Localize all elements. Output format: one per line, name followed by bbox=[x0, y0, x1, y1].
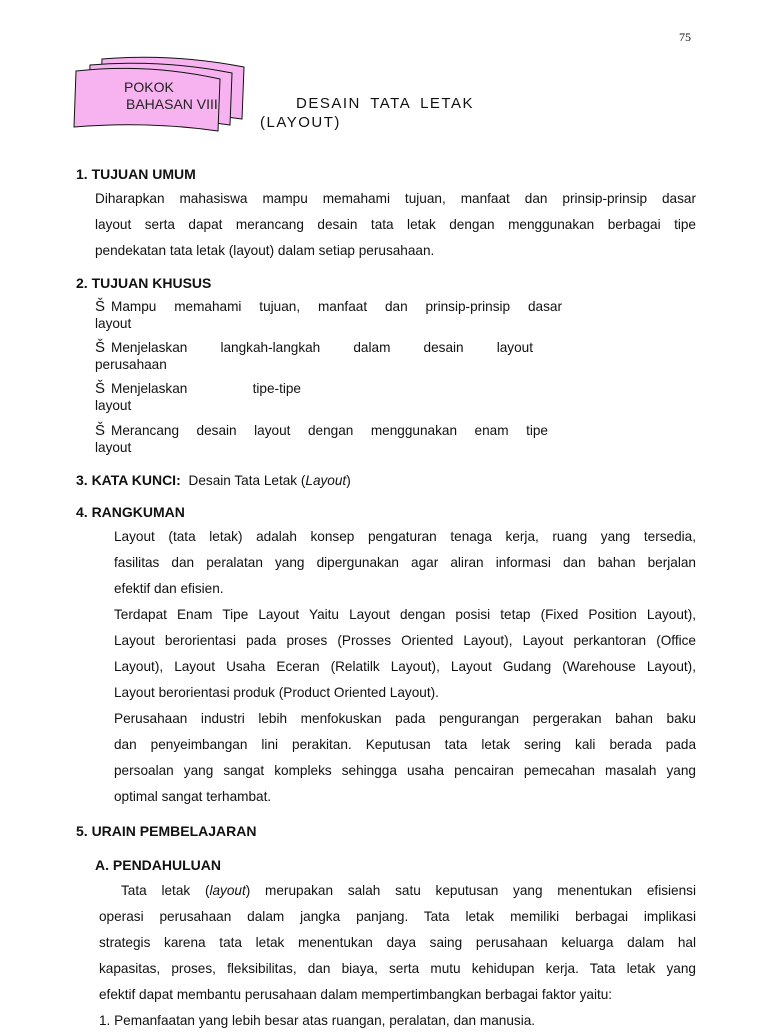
italic-run: layout bbox=[209, 883, 246, 898]
badge-line-2: BAHASAN VIII bbox=[126, 96, 218, 112]
tujuan-khusus-item bbox=[95, 298, 562, 332]
paragraph-line: pendekatan tata letak (layout) dalam setiap perusahaan. bbox=[95, 243, 435, 258]
paragraph-line: Layout berorientasi produk (Product Oriented Layout). bbox=[114, 685, 439, 700]
tujuan-khusus-item bbox=[95, 380, 301, 414]
paragraph-line: optimal sangat terhambat. bbox=[114, 789, 272, 804]
paragraph-line: strategis karena tata letak menentukan daya saing perusahaan keluarga dalam hal bbox=[99, 935, 696, 950]
bullet-icon: Š bbox=[95, 422, 106, 439]
paragraph-line: Diharapkan mahasiswa mampu memahami tujuan, manfaat dan prinsip-prinsip dasar bbox=[95, 191, 696, 206]
heading-kata-kunci: 3. KATA KUNCI: bbox=[76, 472, 181, 488]
paragraph-line: persoalan yang sangat kompleks sehingga usaha pencairan pemecahan masalah yang bbox=[114, 763, 696, 778]
tujuan-khusus-item bbox=[95, 339, 533, 373]
heading-pendahuluan: A. PENDAHULUAN bbox=[95, 857, 221, 873]
item-text: Merancang desain layout dengan menggunakan enam tipe bbox=[111, 423, 548, 438]
heading-rangkuman: 4. RANGKUMAN bbox=[76, 504, 185, 520]
paragraph-line: Layout (tata letak) adalah konsep pengaturan tenaga kerja, ruang yang tersedia, bbox=[114, 529, 696, 544]
paragraph-line: Terdapat Enam Tipe Layout Yaitu Layout dengan posisi tetap (Fixed Position Layout), bbox=[114, 607, 696, 622]
paragraph-line: efektif dan efisien. bbox=[114, 581, 224, 596]
paragraph-line: layout serta dapat merancang desain tata letak dengan menggunakan berbagai tipe bbox=[95, 217, 696, 232]
kata-kunci bbox=[76, 472, 351, 488]
paragraph-line: Perusahaan industri lebih menfokuskan pada pengurangan pergerakan bahan baku bbox=[114, 711, 696, 726]
rangkuman-text bbox=[114, 524, 696, 810]
paragraph-line: Layout), Layout Usaha Eceran (Relatilk Layout), Layout Gudang (Warehouse Layout), bbox=[114, 659, 696, 674]
text-run: Tata letak ( bbox=[121, 883, 210, 898]
item-text: Menjelaskan langkah-langkah dalam desain layout bbox=[111, 340, 533, 355]
tujuan-khusus-item bbox=[95, 422, 548, 456]
keyword-text: Desain Tata Letak ( bbox=[188, 473, 306, 488]
paragraph-line: fasilitas dan peralatan yang dipergunakan agar aliran informasi dan bahan berjalan bbox=[114, 555, 696, 570]
heading-tujuan-khusus: 2. TUJUAN KHUSUS bbox=[76, 275, 212, 291]
heading-tujuan-umum: 1. TUJUAN UMUM bbox=[76, 166, 196, 182]
item-text-cont: perusahaan bbox=[95, 357, 167, 372]
heading-uraian: 5. URAIN PEMBELAJARAN bbox=[76, 823, 257, 839]
badge-label bbox=[124, 79, 218, 113]
chapter-title: DESAIN TATA LETAK bbox=[296, 95, 474, 112]
paragraph-line: operasi perusahaan dalam jangka panjang. Tata letak memiliki berbagai implikasi bbox=[99, 909, 696, 924]
paragraph-line: dan penyeimbangan lini perakitan. Keputusan tata letak sering kali berada pada bbox=[114, 737, 696, 752]
item-text: Mampu memahami tujuan, manfaat dan prinsip-prinsip dasar bbox=[111, 299, 562, 314]
paragraph-line: efektif dapat membantu perusahaan dalam mempertimbangkan berbagai faktor yaitu: bbox=[99, 987, 613, 1002]
paragraph-line: kapasitas, proses, fleksibilitas, dan biaya, serta mutu kehidupan kerja. Tata letak yang bbox=[99, 961, 696, 976]
item-text-cont: layout bbox=[95, 398, 132, 413]
chapter-title-sub: (LAYOUT) bbox=[260, 114, 341, 131]
bullet-icon: Š bbox=[95, 380, 106, 397]
pendahuluan-text bbox=[99, 878, 696, 1034]
keyword-close: ) bbox=[346, 473, 351, 488]
item-text-cont: layout bbox=[95, 316, 132, 331]
paragraph-line: Layout berorientasi pada proses (Prosses Oriented Layout), Layout perkantoran (Office bbox=[114, 633, 696, 648]
page-number: 75 bbox=[679, 30, 691, 44]
item-text: Menjelaskan tipe-tipe bbox=[111, 381, 301, 396]
paragraph-line bbox=[99, 878, 696, 904]
badge-line-1: POKOK bbox=[124, 79, 174, 95]
bullet-icon: Š bbox=[95, 298, 106, 315]
keyword-italic: Layout bbox=[305, 473, 347, 488]
tujuan-umum-text bbox=[95, 186, 696, 264]
text-run: ) merupakan salah satu keputusan yang menentukan efisiensi bbox=[245, 883, 696, 898]
paragraph-line: 1. Pemanfaatan yang lebih besar atas ruangan, peralatan, dan manusia. bbox=[99, 1013, 536, 1028]
item-text-cont: layout bbox=[95, 440, 132, 455]
bullet-icon: Š bbox=[95, 339, 106, 356]
